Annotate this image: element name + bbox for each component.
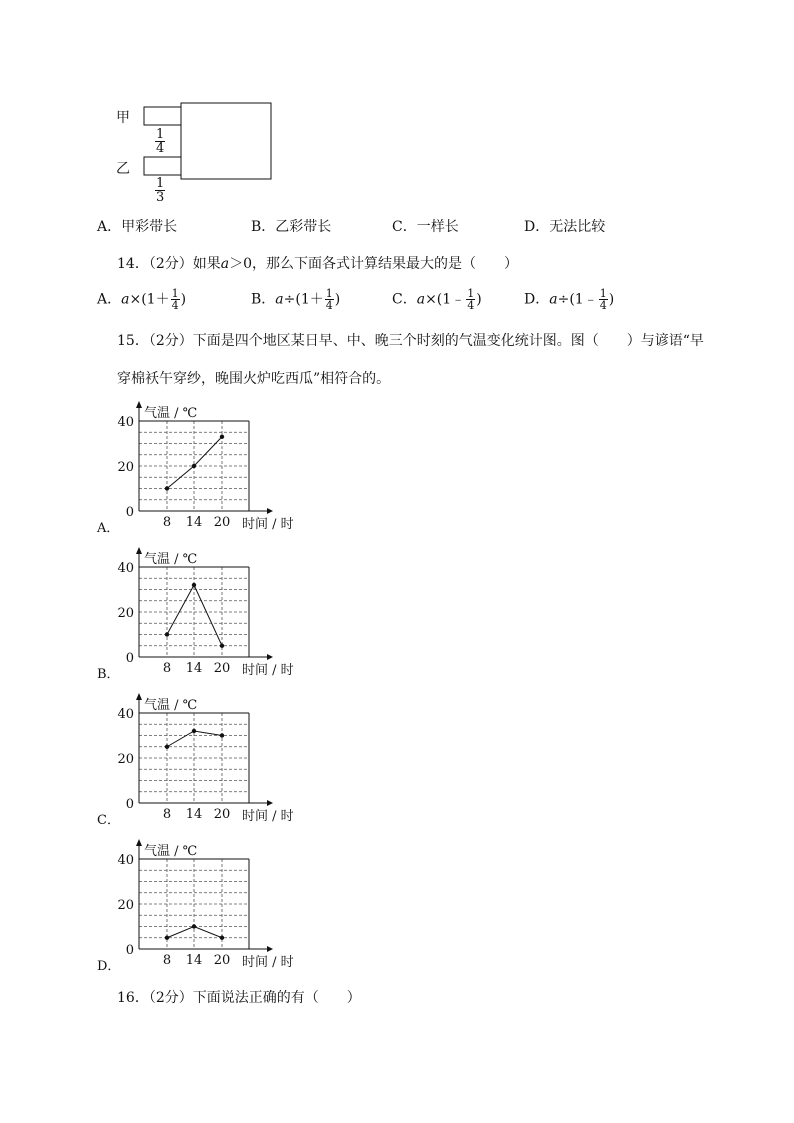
series-line	[167, 585, 222, 646]
q13-option-c[interactable]	[392, 216, 459, 236]
data-point	[165, 936, 169, 940]
q16-stem: 16．（2分）下面说法正确的有（ ）	[117, 990, 361, 1006]
fraction-jia-num: 1	[156, 127, 165, 142]
chart-option-letter: D．	[97, 959, 121, 974]
data-point	[220, 644, 224, 648]
box-rect	[181, 103, 271, 179]
data-point	[220, 936, 224, 940]
option-fraction	[171, 288, 180, 311]
label-jia: 甲	[116, 110, 130, 126]
x-tick-label: 8	[162, 661, 172, 676]
fraction-jia-den: 4	[156, 141, 165, 156]
fraction-yi-den: 3	[156, 190, 165, 205]
fraction-num: 1	[171, 287, 179, 300]
option-op: ×(1﹣	[425, 291, 466, 308]
option-letter: C．	[392, 219, 417, 235]
fraction-yi-num: 1	[156, 176, 165, 191]
option-letter: A．	[97, 219, 122, 235]
q14-option-c[interactable]	[392, 288, 482, 311]
fraction-num: 1	[325, 287, 333, 300]
option-letter: D．	[524, 219, 550, 235]
x-axis-label: 时间 / 时	[242, 663, 294, 678]
fraction-den: 4	[599, 299, 607, 312]
option-var: a	[549, 291, 558, 308]
x-tick-label: 20	[213, 661, 231, 676]
y-axis-arrow	[136, 547, 142, 554]
chart-option-letter: B．	[97, 667, 120, 682]
q15-stem-line2: 穿棉袄午穿纱，晚围火炉吃西瓜”相符合的。	[117, 371, 391, 387]
y-axis-label: 气温 / ℃	[144, 844, 198, 859]
option-op: ÷(1＋	[283, 291, 324, 308]
option-close: )	[608, 291, 615, 308]
q14-option-a[interactable]	[97, 288, 186, 311]
x-tick-label: 8	[162, 515, 172, 530]
x-tick-label: 14	[185, 661, 203, 676]
option-letter: C．	[392, 291, 417, 308]
y-tick-label: 40	[117, 561, 134, 576]
y-tick-label: 40	[117, 415, 134, 430]
ribbon-figure	[0, 0, 794, 210]
fraction-num: 1	[599, 287, 607, 300]
option-fraction	[325, 288, 334, 311]
option-var: a	[275, 291, 284, 308]
data-point	[192, 583, 196, 587]
fraction-den: 4	[325, 299, 333, 312]
q13-option-a[interactable]	[97, 216, 177, 236]
y-tick-label: 20	[117, 460, 134, 475]
series-line	[167, 437, 222, 489]
y-tick-label: 0	[125, 651, 134, 666]
x-axis-arrow	[267, 800, 273, 806]
y-axis-arrow	[136, 401, 142, 408]
q13-option-b[interactable]	[251, 216, 331, 236]
fraction-den: 4	[171, 299, 179, 312]
chart-option-letter: C．	[97, 813, 120, 828]
q15-stem-line1: 15．（2分）下面是四个地区某日早、中、晚三个时刻的气温变化统计图。图（ ）与谚语“早	[117, 333, 704, 349]
y-tick-label: 0	[125, 943, 134, 958]
data-point	[220, 733, 224, 737]
x-tick-label: 20	[213, 515, 231, 530]
q14-var: a	[220, 256, 230, 272]
data-point	[165, 745, 169, 749]
option-letter: D．	[524, 291, 550, 308]
fraction-yi	[155, 177, 165, 204]
x-axis-arrow	[267, 946, 273, 952]
ribbon-jia	[144, 107, 181, 125]
option-text: 乙彩带长	[275, 219, 332, 235]
y-axis-arrow	[136, 839, 142, 846]
y-tick-label: 40	[117, 707, 134, 722]
fraction-num: 1	[467, 287, 475, 300]
y-tick-label: 40	[117, 853, 134, 868]
option-op: ÷(1﹣	[557, 291, 598, 308]
temperature-chart-d	[95, 834, 315, 974]
y-axis-label: 气温 / ℃	[144, 552, 198, 567]
x-axis-arrow	[267, 508, 273, 514]
x-axis-label: 时间 / 时	[242, 955, 294, 970]
x-tick-label: 8	[162, 807, 172, 822]
data-point	[192, 729, 196, 733]
q13-option-d[interactable]	[524, 216, 605, 236]
option-fraction	[599, 288, 608, 311]
option-text: 一样长	[416, 219, 459, 235]
q14-cond: ＞0，那么下面各式计算结果最大的是（ ）	[229, 256, 518, 272]
option-close: )	[476, 291, 482, 308]
temperature-chart-c	[95, 688, 315, 828]
x-tick-label: 20	[213, 807, 231, 822]
temperature-chart-a	[95, 396, 315, 536]
data-point	[165, 486, 169, 490]
option-close: )	[334, 291, 341, 308]
option-close: )	[180, 291, 187, 308]
y-tick-label: 0	[125, 505, 134, 520]
chart-option-letter: A．	[97, 521, 120, 536]
y-tick-label: 20	[117, 898, 134, 913]
option-text: 无法比较	[549, 219, 606, 235]
y-tick-label: 20	[117, 752, 134, 767]
option-letter: B．	[251, 219, 276, 235]
y-axis-arrow	[136, 693, 142, 700]
x-tick-label: 20	[213, 953, 231, 968]
y-axis-label: 气温 / ℃	[144, 698, 198, 713]
data-point	[165, 632, 169, 636]
q14-prefix: 14．（2分）如果	[117, 256, 221, 272]
series-line	[167, 731, 222, 747]
option-letter: B．	[251, 291, 276, 308]
q14-option-b[interactable]	[251, 288, 340, 311]
option-text: 甲彩带长	[121, 219, 178, 235]
fraction-jia	[155, 128, 165, 155]
x-axis-label: 时间 / 时	[242, 517, 294, 532]
q14-option-d[interactable]	[524, 288, 614, 311]
option-var: a	[121, 291, 130, 308]
option-fraction	[466, 288, 475, 311]
temperature-chart-b	[95, 542, 315, 682]
x-tick-label: 14	[185, 515, 203, 530]
ribbon-yi	[144, 157, 181, 175]
label-yi: 乙	[116, 161, 130, 177]
data-point	[192, 464, 196, 468]
q14-stem	[117, 253, 518, 273]
data-point	[220, 435, 224, 439]
y-tick-label: 20	[117, 606, 134, 621]
option-var: a	[416, 291, 426, 308]
x-tick-label: 14	[185, 953, 203, 968]
x-tick-label: 8	[162, 953, 172, 968]
data-point	[192, 924, 196, 928]
option-letter: A．	[97, 291, 122, 308]
x-tick-label: 14	[185, 807, 203, 822]
y-tick-label: 0	[125, 797, 134, 812]
fraction-den: 4	[467, 299, 475, 312]
x-axis-arrow	[267, 654, 273, 660]
option-op: ×(1＋	[129, 291, 170, 308]
x-axis-label: 时间 / 时	[242, 809, 294, 824]
y-axis-label: 气温 / ℃	[144, 406, 198, 421]
